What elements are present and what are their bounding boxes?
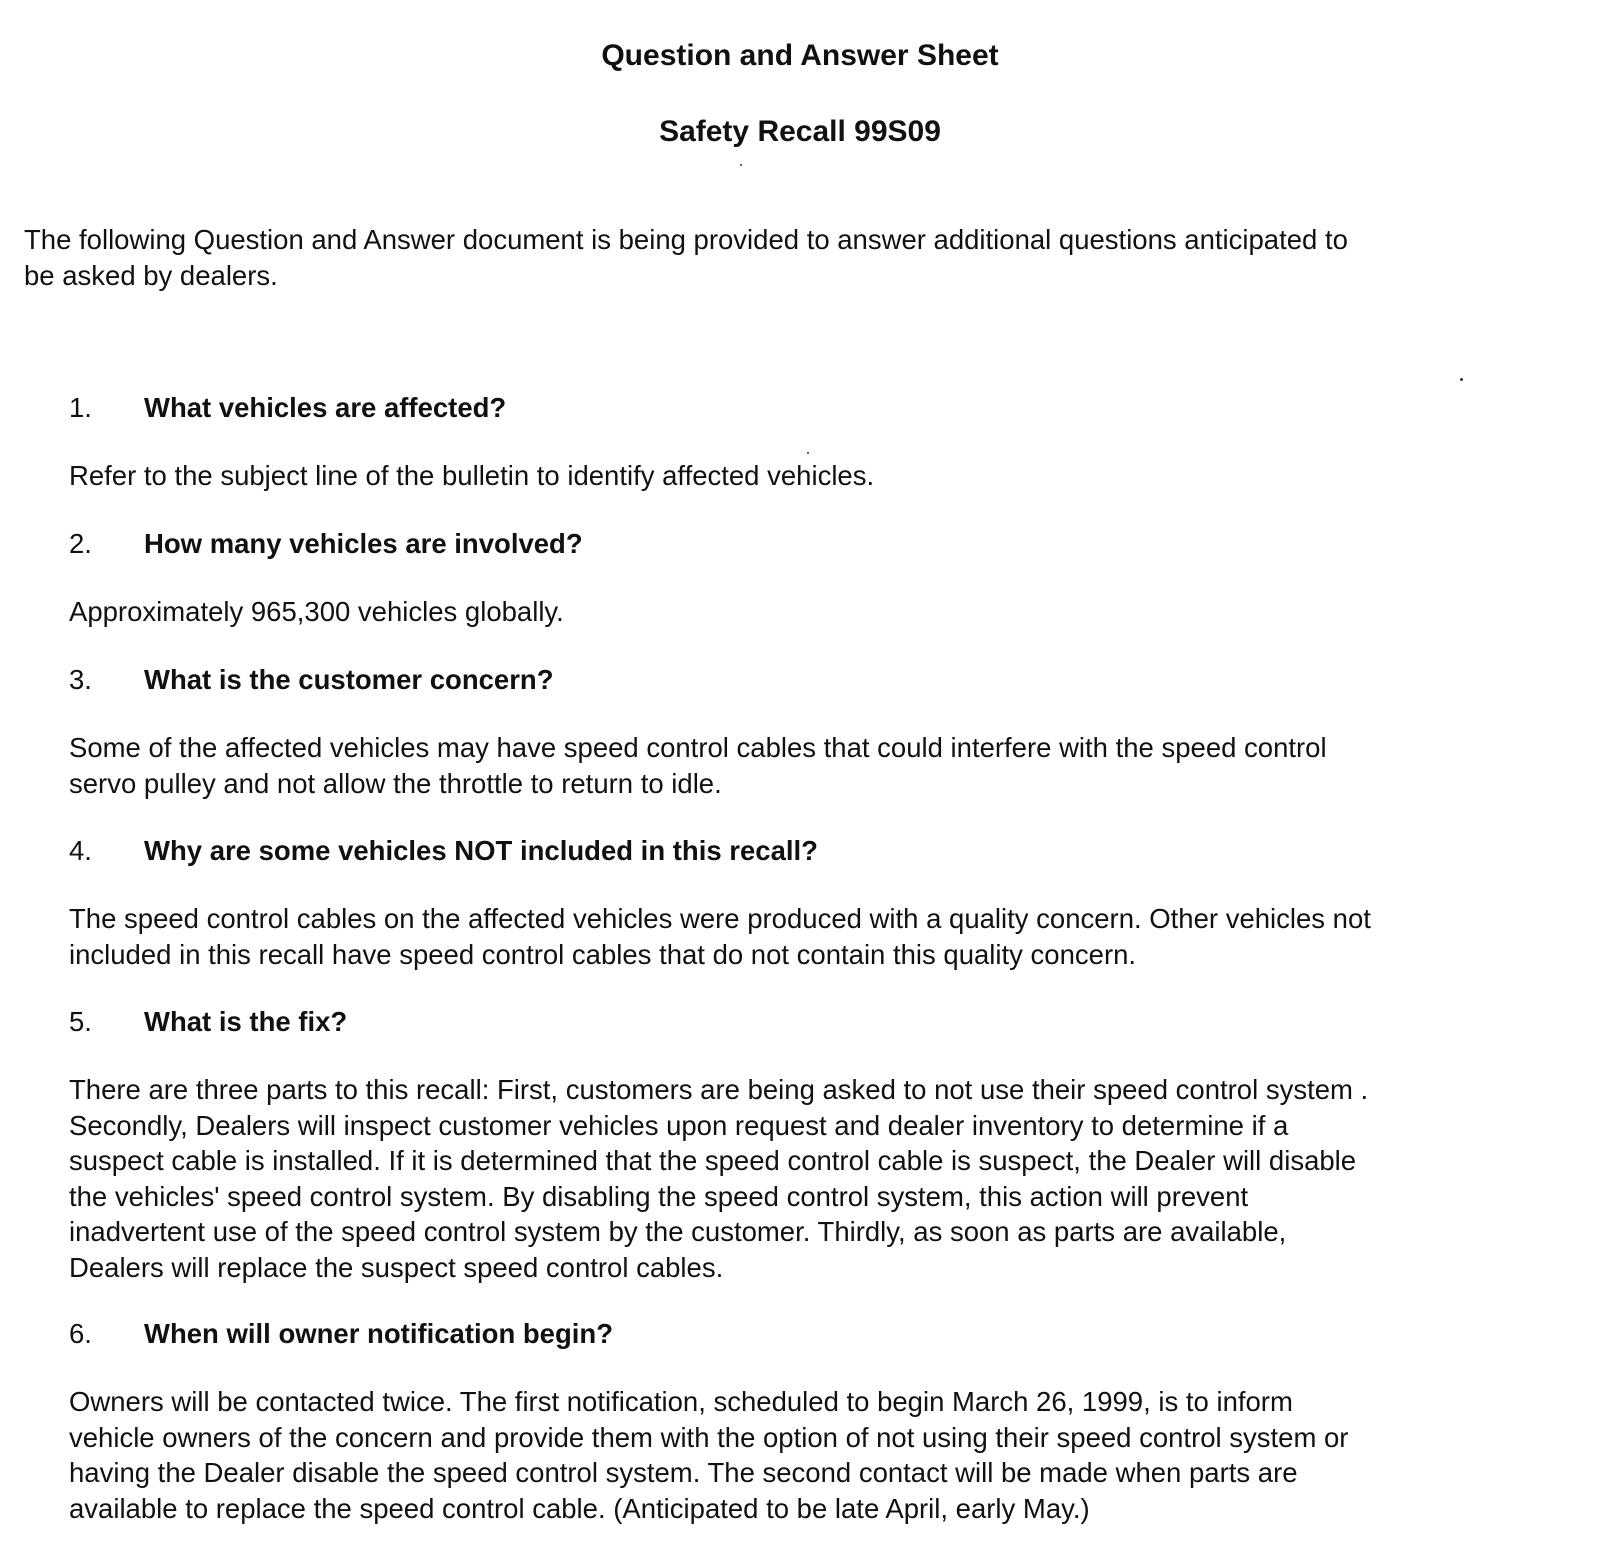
answer-line: vehicle owners of the concern and provide them with the option of not using their speed control system or — [69, 1421, 1349, 1453]
qa-item-4 — [69, 833, 1569, 970]
question-number: 2. — [69, 528, 92, 559]
page-subtitle: Safety Recall 99S09 — [659, 115, 941, 148]
intro-line: The following Question and Answer document is being provided to answer additional questions anticipated to — [24, 224, 1348, 255]
scan-speck — [740, 164, 742, 166]
answer-4 — [69, 901, 1569, 972]
question-number: 4. — [69, 835, 92, 866]
answer-line: Approximately 965,300 vehicles globally. — [69, 596, 564, 627]
question-text: When will owner notification begin? — [144, 1318, 614, 1349]
answer-5 — [69, 1072, 1569, 1285]
question-text: What is the customer concern? — [144, 664, 554, 695]
qa-item-2 — [69, 526, 1569, 627]
question-text: What is the fix? — [144, 1006, 348, 1037]
question-3 — [69, 662, 1569, 698]
answer-line: Refer to the subject line of the bulletin to identify affected vehicles. — [69, 460, 875, 491]
question-5 — [69, 1004, 1569, 1040]
question-4 — [69, 833, 1569, 869]
answer-line: having the Dealer disable the speed control system. The second contact will be made when parts are — [69, 1457, 1298, 1488]
qa-item-3 — [69, 662, 1569, 799]
scan-speck — [1460, 378, 1463, 381]
answer-line: the vehicles' speed control system. By disabling the speed control system, this action will prevent — [69, 1180, 1249, 1212]
answer-2 — [69, 594, 1569, 630]
answer-line: There are three parts to this recall: First, customers are being asked to not use their speed control system . — [69, 1074, 1369, 1105]
question-2 — [69, 526, 1569, 562]
question-text: What vehicles are affected? — [144, 392, 507, 423]
qa-item-5 — [69, 1004, 1569, 1283]
intro-line: be asked by dealers. — [24, 260, 278, 291]
question-text: Why are some vehicles NOT included in this recall? — [144, 835, 818, 866]
answer-line: available to replace the speed control cable. (Anticipated to be late April, early May.) — [69, 1492, 1090, 1524]
answer-1 — [69, 458, 1569, 494]
answer-line: The speed control cables on the affected vehicles were produced with a quality concern. Other vehicles not — [69, 903, 1371, 934]
answer-line: Dealers will replace the suspect speed control cables. — [69, 1251, 724, 1283]
answer-3 — [69, 730, 1569, 801]
answer-line: Secondly, Dealers will inspect customer vehicles upon request and dealer inventory to determine if a — [69, 1109, 1289, 1141]
question-number: 1. — [69, 392, 92, 423]
intro-paragraph — [24, 222, 1564, 294]
answer-line: servo pulley and not allow the throttle to return to idle. — [69, 767, 722, 799]
answer-line: Some of the affected vehicles may have speed control cables that could interfere with the speed control — [69, 732, 1327, 763]
question-1 — [69, 390, 1569, 426]
qa-item-1 — [69, 390, 1569, 491]
question-text: How many vehicles are involved? — [144, 528, 583, 559]
question-number: 6. — [69, 1318, 92, 1349]
answer-line: suspect cable is installed. If it is determined that the speed control cable is suspect, the Dealer will disable — [69, 1145, 1357, 1176]
answer-6 — [69, 1384, 1569, 1526]
answer-line: inadvertent use of the speed control system by the customer. Thirdly, as soon as parts are available, — [69, 1216, 1287, 1247]
question-6 — [69, 1316, 1569, 1352]
question-number: 3. — [69, 664, 92, 695]
scan-speck — [807, 452, 809, 454]
answer-line: included in this recall have speed control cables that do not contain this quality concern. — [69, 938, 1137, 970]
answer-line: Owners will be contacted twice. The first notification, scheduled to begin March 26, 1999, is to inform — [69, 1386, 1293, 1417]
qa-item-6 — [69, 1316, 1569, 1524]
question-number: 5. — [69, 1006, 92, 1037]
page-title: Question and Answer Sheet — [601, 39, 999, 72]
